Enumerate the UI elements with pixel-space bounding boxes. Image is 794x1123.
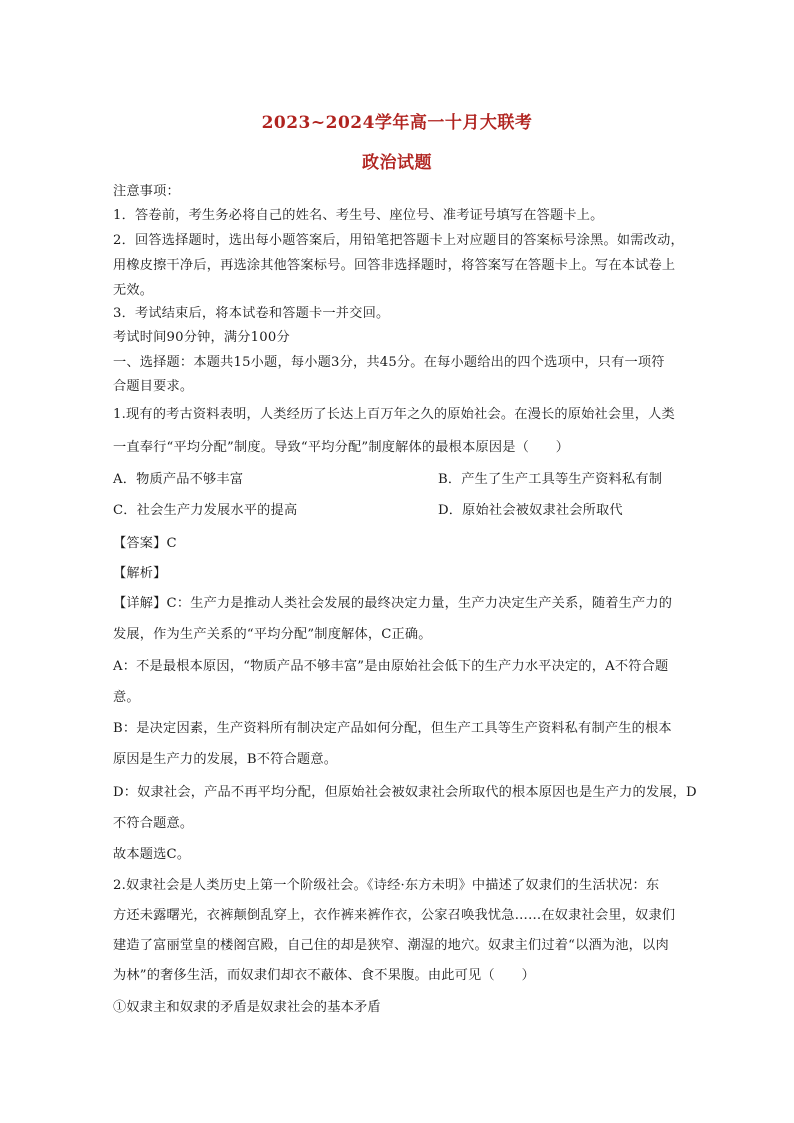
detail-line: 【详解】C：生产力是推动人类社会发展的最终决定力量，生产力决定生产关系，随着生产力的	[113, 596, 673, 611]
question-2-stem: 为林”的奢侈生活，而奴隶们却衣不蔽体、食不果腹。由此可见（ ）	[113, 968, 535, 983]
option-b: B．产生了生产工具等生产资料私有制	[438, 472, 663, 487]
notice-item: 无效。	[113, 283, 154, 298]
detail-line: 不符合题意。	[113, 816, 194, 831]
detail-line: 发展，作为生产关系的“平均分配”制度解体，C正确。	[113, 627, 432, 642]
notice-item: 用橡皮擦干净后，再选涂其他答案标号。回答非选择题时，将答案写在答题卡上。写在本试卷上	[113, 258, 676, 273]
question-2-stem: 建造了富丽堂皇的楼阁宫殿，自己住的却是狭窄、潮湿的地穴。奴隶主们过着“以酒为池，以肉	[113, 938, 669, 953]
detail-line: 原因是生产力的发展，B不符合题意。	[113, 752, 338, 767]
section-heading: 一、选择题：本题共15小题，每小题3分，共45分。在每小题给出的四个选项中，只有一项符	[113, 355, 665, 370]
notice-heading: 注意事项：	[113, 184, 180, 199]
conclusion-line: 故本题选C。	[113, 847, 191, 862]
option-d: D．原始社会被奴隶社会所取代	[438, 503, 623, 518]
question-2-stem: 方还未露曙光，衣裤颠倒乱穿上，衣作裤来裤作衣，公家召唤我忧急……在奴隶社会里，奴隶们	[113, 908, 676, 923]
exam-subject: 政治试题	[362, 153, 432, 173]
exam-time-info: 考试时间90分钟，满分100分	[113, 330, 290, 345]
analysis-label: 【解析】	[113, 566, 167, 581]
detail-line: D：奴隶社会，产品不再平均分配，但原始社会被奴隶社会所取代的根本原因也是生产力的发展，D	[113, 785, 697, 800]
option-a: A．物质产品不够丰富	[113, 472, 244, 487]
notice-item: 3．考试结束后，将本试卷和答题卡一并交回。	[113, 306, 390, 321]
detail-line: 意。	[113, 690, 140, 705]
question-1-stem: 1.现有的考古资料表明，人类经历了长达上百万年之久的原始社会。在漫长的原始社会里，人类	[113, 407, 675, 422]
section-heading-cont: 合题目要求。	[113, 379, 194, 394]
answer-label: 【答案】C	[113, 536, 177, 551]
option-c: C．社会生产力发展水平的提高	[113, 503, 298, 518]
question-2-stem: 2.奴隶社会是人类历史上第一个阶级社会。《诗经·东方未明》中描述了奴隶们的生活状况：东	[113, 878, 660, 893]
exam-title: 2023~2024学年高一十月大联考	[261, 113, 533, 133]
notice-item: 2．回答选择题时，选出每小题答案后，用铅笔把答题卡上对应题目的答案标号涂黑。如需改动，	[113, 233, 684, 248]
question-2-item-1: ①奴隶主和奴隶的矛盾是奴隶社会的基本矛盾	[113, 1000, 381, 1015]
detail-line: B：是决定因素，生产资料所有制决定产品如何分配，但生产工具等生产资料私有制产生的根本	[113, 721, 672, 736]
notice-item: 1．答卷前，考生务必将自己的姓名、考生号、座位号、准考证号填写在答题卡上。	[113, 208, 604, 223]
detail-line: A：不是最根本原因，“物质产品不够丰富”是由原始社会低下的生产力水平决定的，A不符合题	[113, 659, 669, 674]
question-1-stem: 一直奉行“平均分配”制度。导致“平均分配”制度解体的最根本原因是（ ）	[113, 440, 570, 455]
